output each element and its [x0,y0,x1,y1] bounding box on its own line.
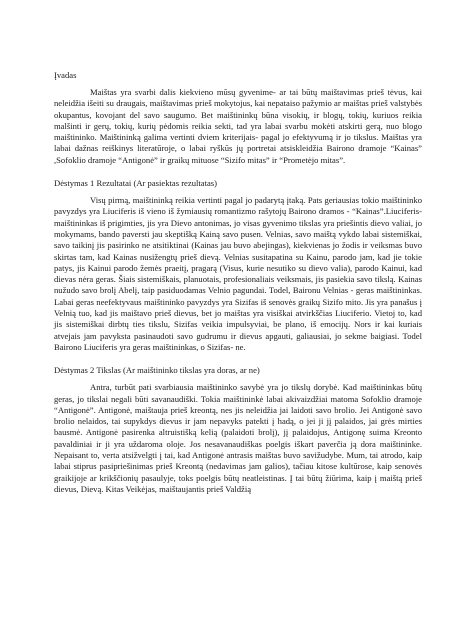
document-page [54,70,422,495]
section2-paragraph: Antra, turbūt pati svarbiausia maištininko savybė yra jo tikslų dorybė. Kad maištininkas būtų geras, jo tikslai negali būti savanaudiški. Tokia maištininkė labai akivaizdžiai matoma Sofoklio dramoje “Antigonė”. Antigonė, maištauja prieš kreontą, nes jis neleidžia jai laidoti savo brolio. Jei Antigonė savo brolio nelaidos, tai supykdys dievus ir jam nepavyks patekti į hadą, o jei ji jį palaidos, jai grės mirties bausmė. Antigonė pasirenka altruistišką kelią (palaidoti brolį), jį palaidojus, Antigonę suima Kreonto pavaldiniai ir ji yra uždaroma oloje. Jos nesavanaudiškas poelgis iškart paverčia ją dora maištininke. Nepaisant to, verta atsižvelgti į tai, kad Antigonė antrasis maištas buvo savižudybe. Mum, tai atrodo, kaip labai stiprus pasipriešinimas prieš Kreontą (nedavimas jam galios), tačiau kitose kultūrose, kaip senovės graikijoje ar krikščionių pasaulyje, toks poelgis būtų neatleistinas. Į tai būtų žiūrima, kaip į maištą prieš dievus, Dievą. Kitas Veikėjas, maištaujantis prieš Valdžią [54,382,422,494]
section1-paragraph: Visų pirmą, maištininką reikia vertinti pagal jo padarytą įtaką. Pats geriausias tokio maištininko pavyzdys yra Liuciferis iš vieno iš žymiausių romantizmo rašytojų Bairono dramos - “Kainas”.Liuciferis- maištininkas iš prigimties, jis yra Dievo antonimas, jo visas gyvenimo tikslas yra priešintis dievo valiai, jo mokymams, bando paversti jau skeptišką Kainą savo pusen. Velnias, savo maištą vykdo labai sistemiškai, savo taikinį jis pasirinko ne atsitiktinai (Kainas jau buvo abejingas), kiekvienas jo žodis ir veiksmas buvo skirtas tam, kad Kainas nusižengtų prieš dievą. Velnias susitapatina su Kainu, parodo jam, kad jie tokie patys, jis Kainui parodo žemės praeitį, pragarą (Visus, kurie nesutiko su dievo valia), parodo Kainui, kad dievas nėra geras. Šiais sistemiškais, planuotais, profesionaliais veiksmais, jis pasiekia savo tikslą. Kainas nužudo savo brolį Abelį, taip pasiduodamas Velnio pagundai. Todel, Baironu Velnias - geras maištininkas. Labai geras neefektyvaus maištininko pavyzdys yra Sizifas iš senovės graikų Sizifo mito. Jis yra panašus į Velnią tuo, kad jis maištavo prieš dievus, bet jo maištas yra visiškai atvirkščias Liuciferio. Vietoj to, kad jis sistemiškai dirbtų ties tikslu, Sizifas veikia impulsyviai, be plano, iš emocijų. Nors ir kai kuriais atvejais jam pavyksta pasinaudoti savo gudrumu ir dievus apgauti, galiausiai, jo sekme baigiasi. Todel Bairono Liuciferis yra geras maištininkas, o Sizifas- ne. [54,195,422,352]
intro-paragraph: Maištas yra svarbi dalis kiekvieno mūsų gyvenime- ar tai būtų maištavimas prieš tėvus, kai neleidžia išeiti su draugais, maištavimas prieš mokytojus, kai nepataiso pažymio ar maištas prieš valstybės okupantus, kovojant del savo saugumo. Bet maištininkų būna visokių, ir blogų, tokių, kuriuos reikia malšinti ir gerų, tokių, kurių pėdomis reikia sekti, tad yra labai svarbu mokėti atskirti gerą, nuo blogo maištininko. Maištininką galima vertinti dviem kriterijais- pagal jo efektyvumą ir jo tikslus. Maištas yra labai dažnas reiškinys literatūroje, o labai ryškūs jų portretai atsiskleidžia Bairono dramoje “Kainas” ,Sofoklio dramoje “Antigonė” ir graikų mituose “Sizifo mitas” ir “Prometėjo mitas”. [54,87,422,165]
section1-title: Dėstymas 1 Rezultatai (Ar pasiektas rezultatas) [54,178,217,189]
intro-heading: Įvadas [54,70,77,80]
section2-title: Dėstymas 2 Tikslas (Ar maištininko tikslas yra doras, ar ne) [54,365,260,376]
